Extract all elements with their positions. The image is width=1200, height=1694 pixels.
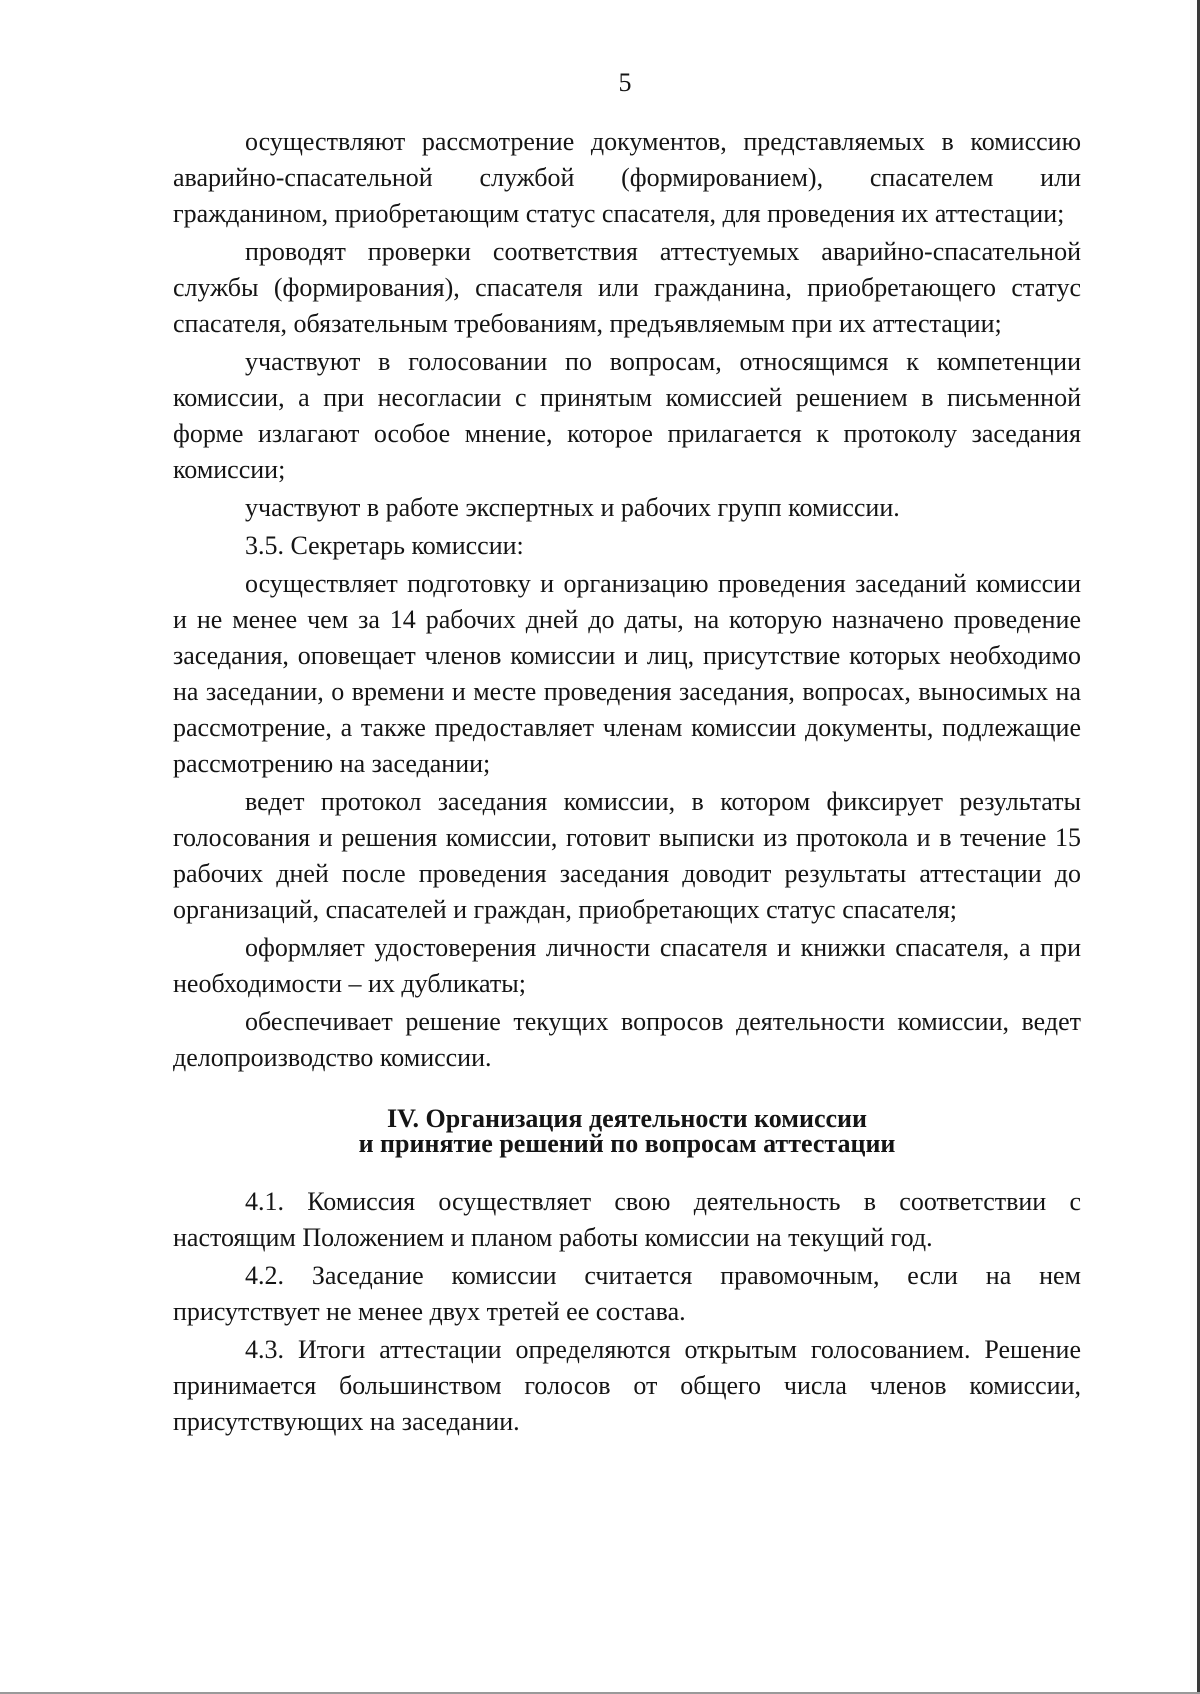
paragraph-prepare-meetings: осуществляет подготовку и организацию проведения заседаний комиссии и не менее чем за 14 рабочих дней до даты, на которую назначено проведение заседания, оповещает членов комиссии и лиц, присутствие которых необходимо на заседании, о времени и месте проведения заседания, вопросах, выносимых на рассмотрение, а также предоставляет членам комиссии документы, подлежащие рассмотрению на заседании; [173, 569, 1081, 778]
paragraph-4-2: 4.2. Заседание комиссии считается правомочным, если на нем присутствует не менее двух третей ее состава. [173, 1261, 1081, 1326]
paragraph-conduct-checks: проводят проверки соответствия аттестуемых аварийно-спасательной службы (формирования), спасателя или гражданина, приобретающего статус спасателя, обязательным требованиям, предъявляемым при их аттестации; [173, 237, 1081, 338]
section-heading [173, 1106, 1081, 1156]
paragraph-minutes: ведет протокол заседания комиссии, в котором фиксирует результаты голосования и решения комиссии, готовит выписки из протокола и в течение 15 рабочих дней после проведения заседания доводит результаты аттестации до организаций, спасателей и граждан, приобретающих статус спасателя; [173, 787, 1081, 924]
paragraph-secretary-heading: 3.5. Секретарь комиссии: [245, 531, 524, 560]
paragraph-expert-groups: участвуют в работе экспертных и рабочих групп комиссии. [245, 493, 900, 522]
paragraph-records-management: обеспечивает решение текущих вопросов деятельности комиссии, ведет делопроизводство комиссии. [173, 1007, 1081, 1072]
paragraph-voting: участвуют в голосовании по вопросам, относящимся к компетенции комиссии, а при несогласии с принятым комиссией решением в письменной форме излагают особое мнение, которое прилагается к протоколу заседания комиссии; [173, 347, 1081, 484]
paragraph-certificates: оформляет удостоверения личности спасателя и книжки спасателя, а при необходимости – их дубликаты; [173, 933, 1081, 998]
paragraph-4-1: 4.1. Комиссия осуществляет свою деятельность в соответствии с настоящим Положением и планом работы комиссии на текущий год. [173, 1187, 1081, 1252]
paragraph-4-3: 4.3. Итоги аттестации определяются открытым голосованием. Решение принимается большинством голосов от общего числа членов комиссии, присутствующих на заседании. [173, 1335, 1081, 1436]
body-text [173, 124, 1081, 1440]
paragraph-review-documents: осуществляют рассмотрение документов, представляемых в комиссию аварийно-спасательной службой (формированием), спасателем или гражданином, приобретающим статус спасателя, для проведения их аттестации; [173, 127, 1081, 228]
section-heading-line-1: IV. Организация деятельности комиссии [386, 1104, 868, 1133]
page-number: 5 [618, 68, 632, 97]
section-heading-line-2: и принятие решений по вопросам аттестации [358, 1129, 896, 1158]
